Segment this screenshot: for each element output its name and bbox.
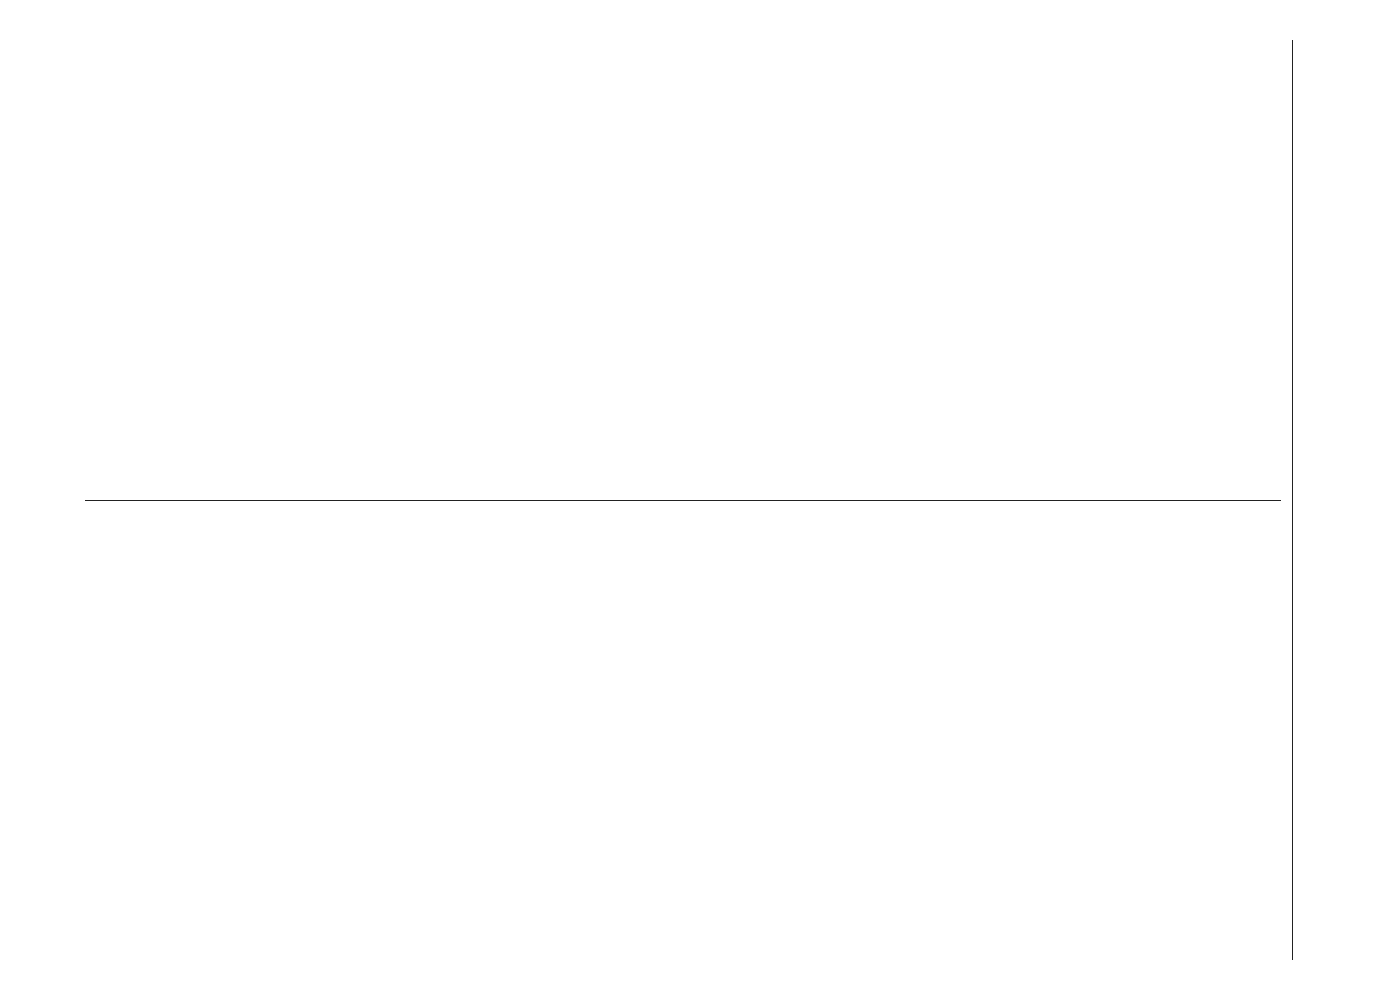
- column-rule: [85, 500, 1281, 501]
- text-column-left: [85, 40, 1281, 480]
- page-header: [1301, 40, 1337, 960]
- text-column-right: [85, 520, 1281, 960]
- digitisation-credit-strip: [0, 0, 30, 1000]
- rotated-page-content: [77, 40, 1337, 960]
- header-rule: [1292, 40, 1293, 960]
- scanned-page: [30, 0, 1383, 1000]
